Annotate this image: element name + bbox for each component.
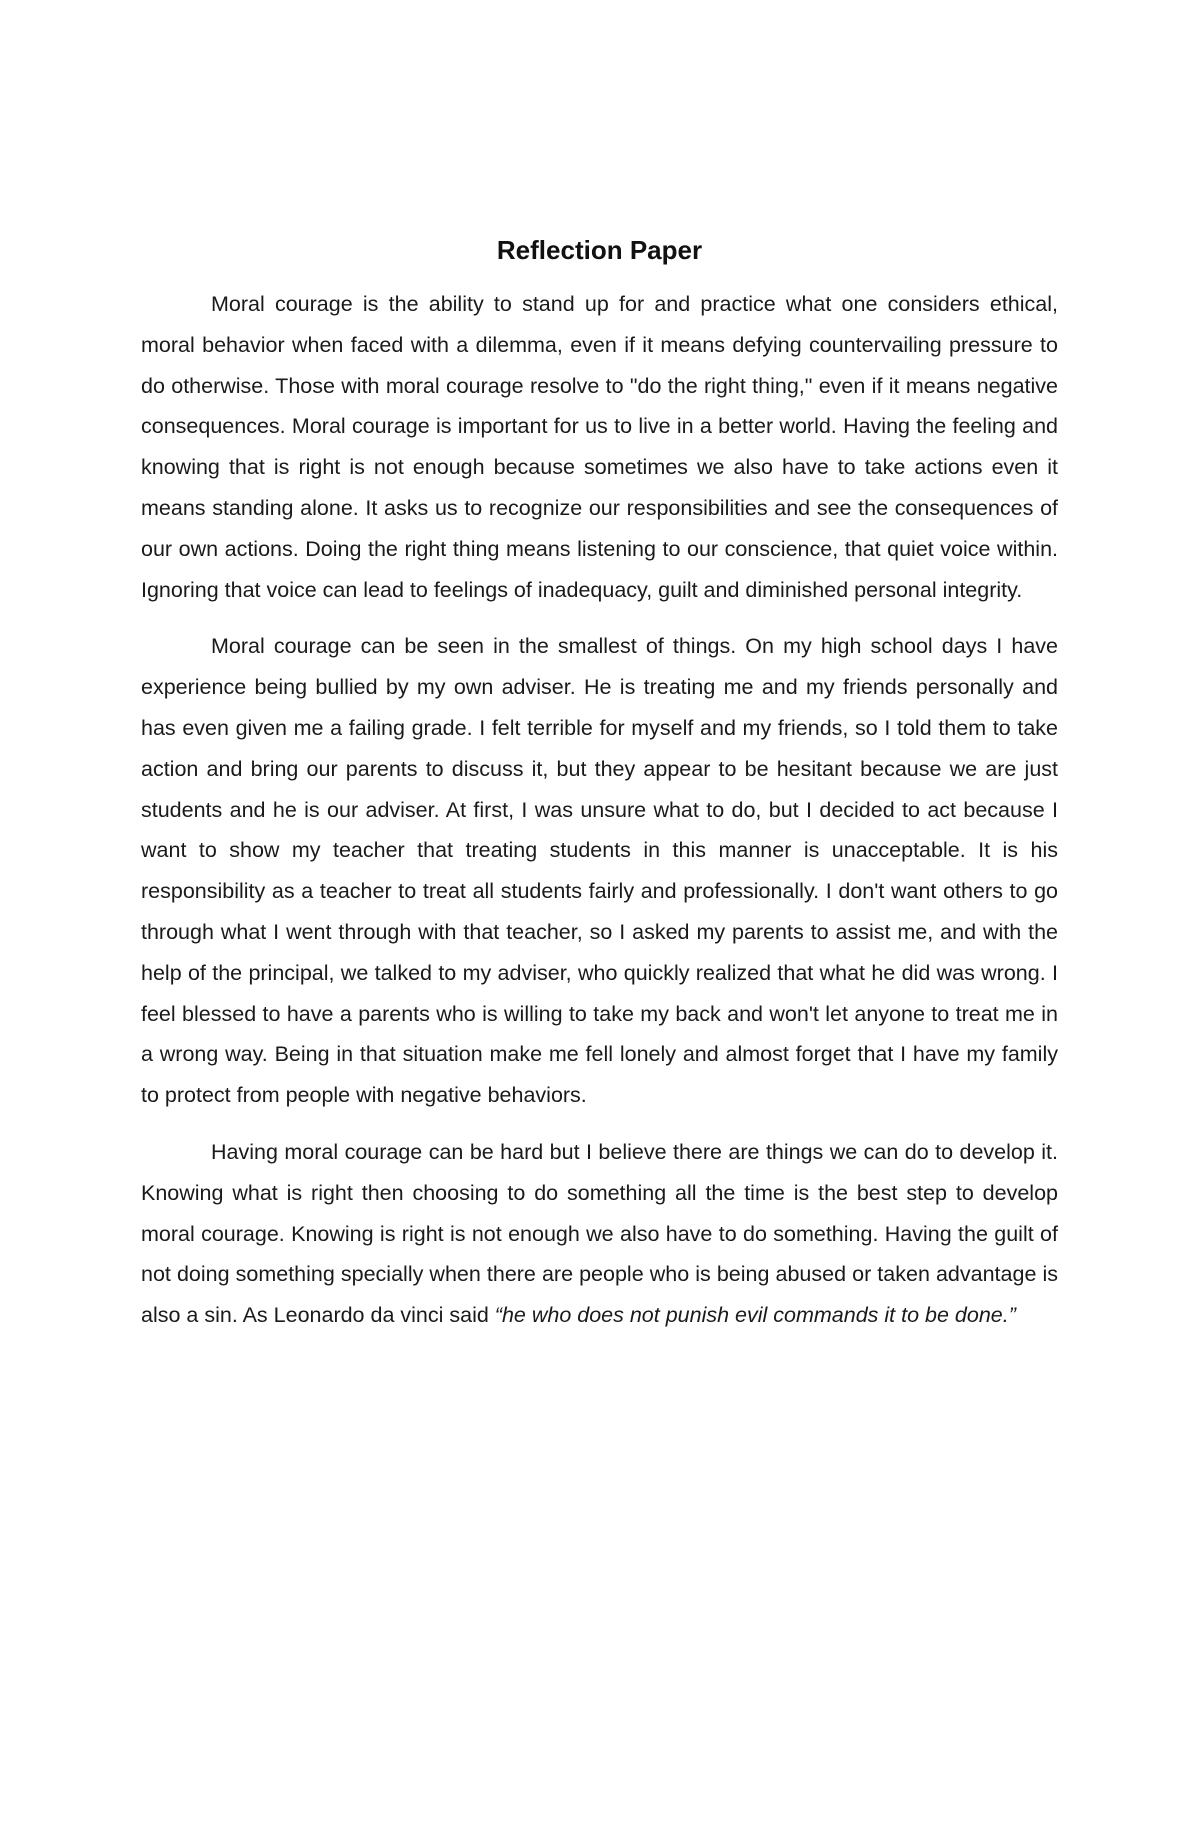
paragraph-3-text: Having moral courage can be hard but I believe there are things we can do to develop it. Knowing what is right then choosing to do something all the time is the best step to develop moral courage. Knowing is right is not enough we also have to do something. Having the guilt of not doing something specially when there are people who is being abused or taken advantage is also a sin. As Leonardo da vinci said [141,1139,1058,1328]
leonardo-quote: “he who does not punish evil commands it to be done.” [494,1303,1016,1328]
document-title: Reflection Paper [496,235,703,265]
document-body [141,226,1058,1352]
paragraph-2: Moral courage can be seen in the smallest of things. On my high school days I have experience being bullied by my own adviser. He is treating me and my friends personally and has even given me a failing grade. I felt terrible for myself and my friends, so I told them to take action and bring our parents to discuss it, but they appear to be hesitant because we are just students and he is our adviser. At first, I was unsure what to do, but I decided to act because I want to show my teacher that treating students in this manner is unacceptable. It is his responsibility as a teacher to treat all students fairly and professionally. I don't want others to go through what I went through with that teacher, so I asked my parents to assist me, and with the help of the principal, we talked to my adviser, who quickly realized that what he did was wrong. I feel blessed to have a parents who is willing to take my back and won't let anyone to treat me in a wrong way. Being in that situation make me fell lonely and almost forget that I have my family to protect from people with negative behaviors. [141,634,1058,1108]
paragraph-1: Moral courage is the ability to stand up for and practice what one considers ethical, moral behavior when faced with a dilemma, even if it means defying countervailing pressure to do otherwise. Those with moral courage resolve to "do the right thing," even if it means negative consequences. Moral courage is important for us to live in a better world. Having the feeling and knowing that is right is not enough because sometimes we also have to take actions even it means standing alone. It asks us to recognize our responsibilities and see the consequences of our own actions. Doing the right thing means listening to our conscience, that quiet voice within. Ignoring that voice can lead to feelings of inadequacy, guilt and diminished personal integrity. [141,292,1058,602]
paragraph-3 [141,1132,1058,1336]
